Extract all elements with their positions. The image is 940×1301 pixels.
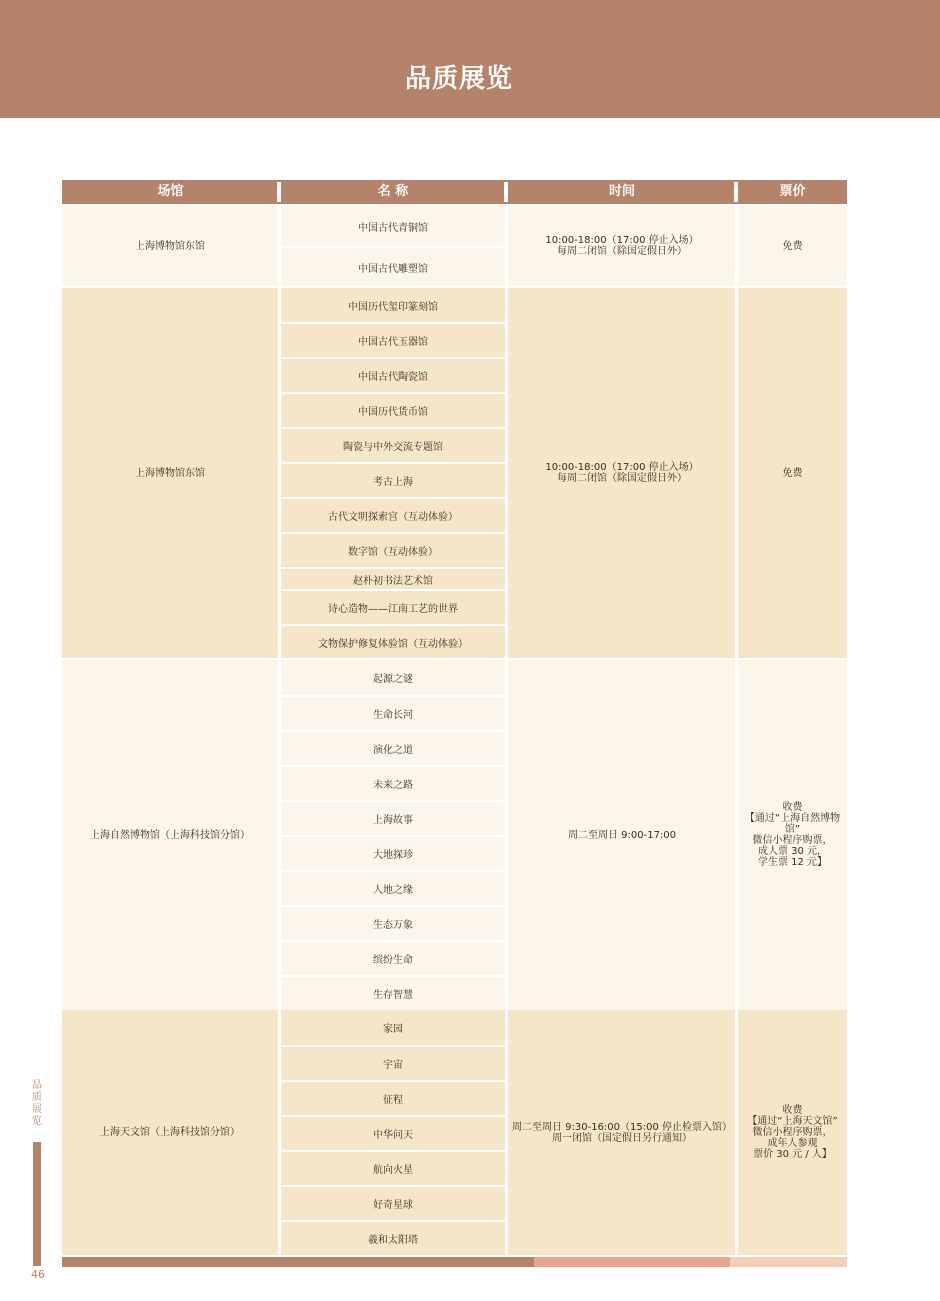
exhibit-name: 中国历代玺印篆刻馆 [348, 301, 438, 313]
side-accent-bar [33, 1142, 41, 1266]
exhibit-name: 数字馆（互动体验） [281, 532, 505, 567]
column-header-price: 票价 [779, 184, 806, 199]
footer-bar-light [730, 1257, 847, 1267]
column-divider [735, 660, 738, 1010]
column-divider [505, 660, 508, 1010]
column-divider [735, 1010, 738, 1255]
exhibit-name: 生存智慧 [281, 975, 505, 1010]
price-cell: 收费 【通过“上海自然博物馆” 微信小程序购票， 成人票 30 元， 学生票 12 元】 [744, 802, 841, 868]
column-header-time: 时间 [608, 184, 635, 199]
exhibit-name: 中国古代雕塑馆 [281, 246, 505, 286]
column-divider [505, 1010, 508, 1255]
venue-cell: 上海博物馆东馆 [135, 467, 205, 479]
exhibit-name: 考古上海 [281, 462, 505, 497]
exhibit-name: 中华问天 [281, 1115, 505, 1150]
venue-group [62, 206, 847, 286]
price-cell: 收费 【通过“上海天文馆” 微信小程序购票， 成年人参观 票价 30 元 / 人】 [747, 1105, 838, 1160]
venue-group [62, 1010, 847, 1255]
header-banner [0, 0, 940, 118]
exhibit-name: 起源之谜 [373, 674, 413, 685]
exhibit-name: 文物保护修复体验馆（互动体验） [281, 624, 505, 658]
exhibit-name: 航向火星 [281, 1150, 505, 1185]
time-cell: 周二至周日 9:00-17:00 [567, 829, 677, 841]
exhibit-name: 诗心造物——江南工艺的世界 [281, 589, 505, 624]
exhibit-name: 好奇星球 [281, 1185, 505, 1220]
exhibit-name: 缤纷生命 [281, 940, 505, 975]
side-section-label: 品质展览 [32, 1080, 42, 1127]
exhibit-name: 生命长河 [281, 695, 505, 730]
column-header-name: 名 称 [377, 184, 409, 199]
exhibit-name: 人地之缘 [281, 870, 505, 905]
venue-cell: 上海天文馆（上海科技馆分馆） [100, 1127, 240, 1138]
exhibit-name: 古代文明探索宫（互动体验） [281, 497, 505, 532]
exhibit-name: 中国历代货币馆 [281, 392, 505, 427]
page-number: 46 [31, 1268, 45, 1281]
footer-bar-dark [62, 1257, 534, 1267]
table-header [62, 180, 847, 204]
exhibition-table [62, 180, 847, 1246]
exhibit-name: 演化之道 [281, 730, 505, 765]
exhibit-name: 家园 [383, 1024, 403, 1035]
column-divider [735, 288, 738, 658]
exhibit-name: 大地探珍 [281, 835, 505, 870]
footer-bar-mid [534, 1257, 730, 1267]
exhibit-name: 陶瓷与中外交流专题馆 [281, 427, 505, 462]
exhibit-name: 中国古代玉器馆 [281, 322, 505, 357]
time-cell: 周二至周日 9:30-16:00（15:00 停止检票入馆） 周一闭馆（国定假日另行通知） [511, 1121, 733, 1144]
venue-cell: 上海自然博物馆（上海科技馆分馆） [90, 829, 250, 841]
venue-cell: 上海博物馆东馆 [135, 240, 205, 252]
exhibit-name: 赵朴初书法艺术馆 [281, 567, 505, 589]
price-cell: 免费 [782, 240, 803, 252]
column-divider [505, 206, 508, 286]
column-header-venue: 场馆 [157, 184, 184, 199]
venue-group [62, 660, 847, 1010]
time-cell: 10:00-18:00（17:00 停止入场） 每周二闭馆（除国定假日外） [545, 235, 699, 257]
exhibit-name: 未来之路 [281, 765, 505, 800]
price-cell: 免费 [782, 467, 803, 479]
page-title: 品质展览 [404, 64, 513, 94]
exhibit-name: 宇宙 [281, 1045, 505, 1080]
exhibit-name: 生态万象 [281, 905, 505, 940]
column-divider [505, 288, 508, 658]
column-divider [735, 206, 738, 286]
exhibit-name: 中国古代青铜馆 [358, 222, 428, 234]
exhibit-name: 上海故事 [281, 800, 505, 835]
exhibit-name: 中国古代陶瓷馆 [281, 357, 505, 392]
venue-group [62, 288, 847, 658]
exhibit-name: 征程 [281, 1080, 505, 1115]
exhibit-name: 羲和太阳塔 [281, 1220, 505, 1255]
time-cell: 10:00-18:00（17:00 停止入场） 每周二闭馆（除国定假日外） [545, 462, 699, 484]
